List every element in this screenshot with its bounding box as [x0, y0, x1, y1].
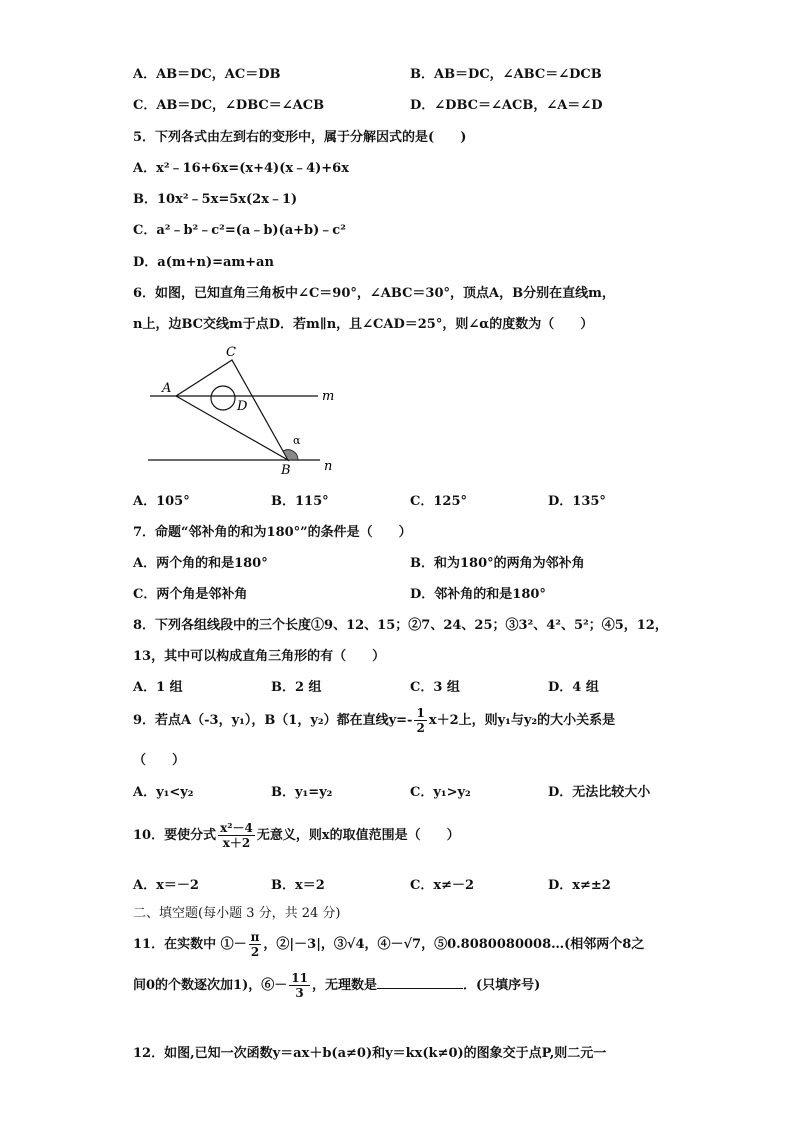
label-n: n	[324, 459, 333, 474]
q5-option-c: C．a²﹣b²﹣c²=(a﹣b)(a+b)﹣c²	[133, 223, 346, 238]
section-heading: 二、填空题(每小题 3 分，共 24 分)	[133, 906, 341, 921]
q11-f2-num: 11	[291, 971, 308, 985]
q10-frac-den: x＋2	[222, 836, 251, 850]
q6-option-d: D．135°	[548, 494, 606, 509]
q8-stem-line1: 8．下列各组线段中的三个长度①9、12、15；②7、24、25；③3²、4²、5²；④5，12，	[133, 618, 668, 633]
q12-stem: 12．如图,已知一次函数y＝ax＋b(a≠0)和y＝kx(k≠0)的图象交于点P,则二元一	[133, 1046, 607, 1061]
q10-stem	[133, 821, 460, 850]
q9-option-d: D．无法比较大小	[548, 785, 651, 800]
q9-stem-post: x＋2上，则y₁与y₂的大小关系是	[428, 713, 616, 728]
q9-option-b: B．y₁=y₂	[271, 785, 333, 800]
label-alpha: α	[293, 434, 301, 447]
label-a: A	[162, 381, 172, 396]
label-m: m	[322, 389, 335, 404]
q7-option-c: C．两个角是邻补角	[133, 587, 248, 602]
label-d: D	[237, 399, 248, 414]
q7-stem: 7．命题“邻补角的和为180°”的条件是（ ）	[133, 525, 412, 540]
q7-option-d: D．邻补角的和是180°	[410, 587, 546, 602]
q11-mid: ，②|－3|，③√4，④－√7，⑤0.8080080008…(相邻两个8之	[263, 937, 645, 952]
q9-paren: （ ）	[133, 753, 186, 768]
q11-line2-end: ．(只填序号)	[462, 978, 541, 993]
q4-option-b: B．AB＝DC，∠ABC＝∠DCB	[410, 67, 602, 82]
q10-stem-pre: 10．要使分式	[133, 828, 217, 843]
q10-fraction	[218, 821, 255, 850]
q10-option-b: B．x＝2	[271, 878, 325, 893]
q8-option-b: B．2 组	[271, 680, 322, 695]
q11-f1-num: π	[250, 930, 260, 944]
q8-stem-line2: 13，其中可以构成直角三角形的有（ ）	[133, 649, 386, 664]
q10-stem-post: 无意义，则x的取值范围是（ ）	[256, 828, 460, 843]
q5-stem: 5．下列各式由左到右的变形中，属于分解因式的是( )	[133, 130, 467, 145]
q5-option-a: A．x²﹣16+6x=(x+4)(x﹣4)+6x	[133, 161, 349, 176]
q11-fraction-11-3	[289, 971, 310, 1000]
q8-option-a: A．1 组	[133, 680, 183, 695]
q10-frac-num: x²－4	[220, 821, 253, 835]
q11-pre: 11．在实数中 ①－	[133, 937, 247, 952]
triangle-hole	[211, 386, 235, 410]
q4-option-d: D．∠DBC＝∠ACB，∠A＝∠D	[410, 98, 603, 113]
q5-option-d: D．a(m+n)=am+an	[133, 255, 274, 270]
q10-option-a: A．x＝－2	[133, 878, 199, 893]
q11-f2-den: 3	[295, 986, 304, 1000]
q4-option-c: C．AB＝DC，∠DBC＝∠ACB	[133, 98, 325, 113]
q6-stem-line2: n上，边BC交线m于点D．若m∥n，且∠CAD＝25°，则∠α的度数为（ ）	[133, 317, 594, 332]
q9-frac-num: 1	[416, 706, 425, 720]
q7-option-a: A．两个角的和是180°	[133, 556, 268, 571]
label-c: C	[226, 345, 236, 360]
q9-option-c: C．y₁>y₂	[410, 785, 471, 800]
q8-option-c: C．3 组	[410, 680, 460, 695]
q9-stem-pre: 9．若点A（-3，y₁），B（1，y₂）都在直线y=-	[133, 713, 413, 728]
q6-option-c: C．125°	[410, 494, 467, 509]
q9-frac-den: 2	[416, 721, 425, 735]
q10-option-c: C．x≠－2	[410, 878, 475, 893]
q11-line2-pre: 间0的个数逐次加1)，⑥－	[133, 978, 288, 993]
q11-line1	[133, 930, 644, 959]
q9-fraction	[414, 706, 426, 735]
label-b: B	[281, 463, 291, 478]
q4-option-a: A．AB＝DC，AC＝DB	[133, 67, 281, 82]
q11-f1-den: 2	[250, 945, 260, 959]
q9-stem	[133, 706, 615, 735]
q11-fraction-pi	[249, 930, 262, 959]
q7-option-b: B．和为180°的两角为邻补角	[410, 556, 585, 571]
q11-line2	[133, 971, 540, 1000]
q10-option-d: D．x≠±2	[548, 878, 611, 893]
q11-answer-blank[interactable]	[377, 976, 463, 989]
q8-option-d: D．4 组	[548, 680, 599, 695]
triangle-abc	[176, 360, 288, 460]
q6-stem-line1: 6．如图，已知直角三角板中∠C＝90°，∠ABC＝30°，顶点A，B分别在直线m，	[133, 286, 615, 301]
q11-line2-post: ，无理数是	[311, 978, 377, 993]
q5-option-b: B．10x²﹣5x=5x(2x﹣1)	[133, 192, 298, 207]
q6-figure	[140, 340, 360, 480]
q6-option-a: A．105°	[133, 494, 190, 509]
q9-option-a: A．y₁<y₂	[133, 785, 194, 800]
q6-option-b: B．115°	[271, 494, 329, 509]
